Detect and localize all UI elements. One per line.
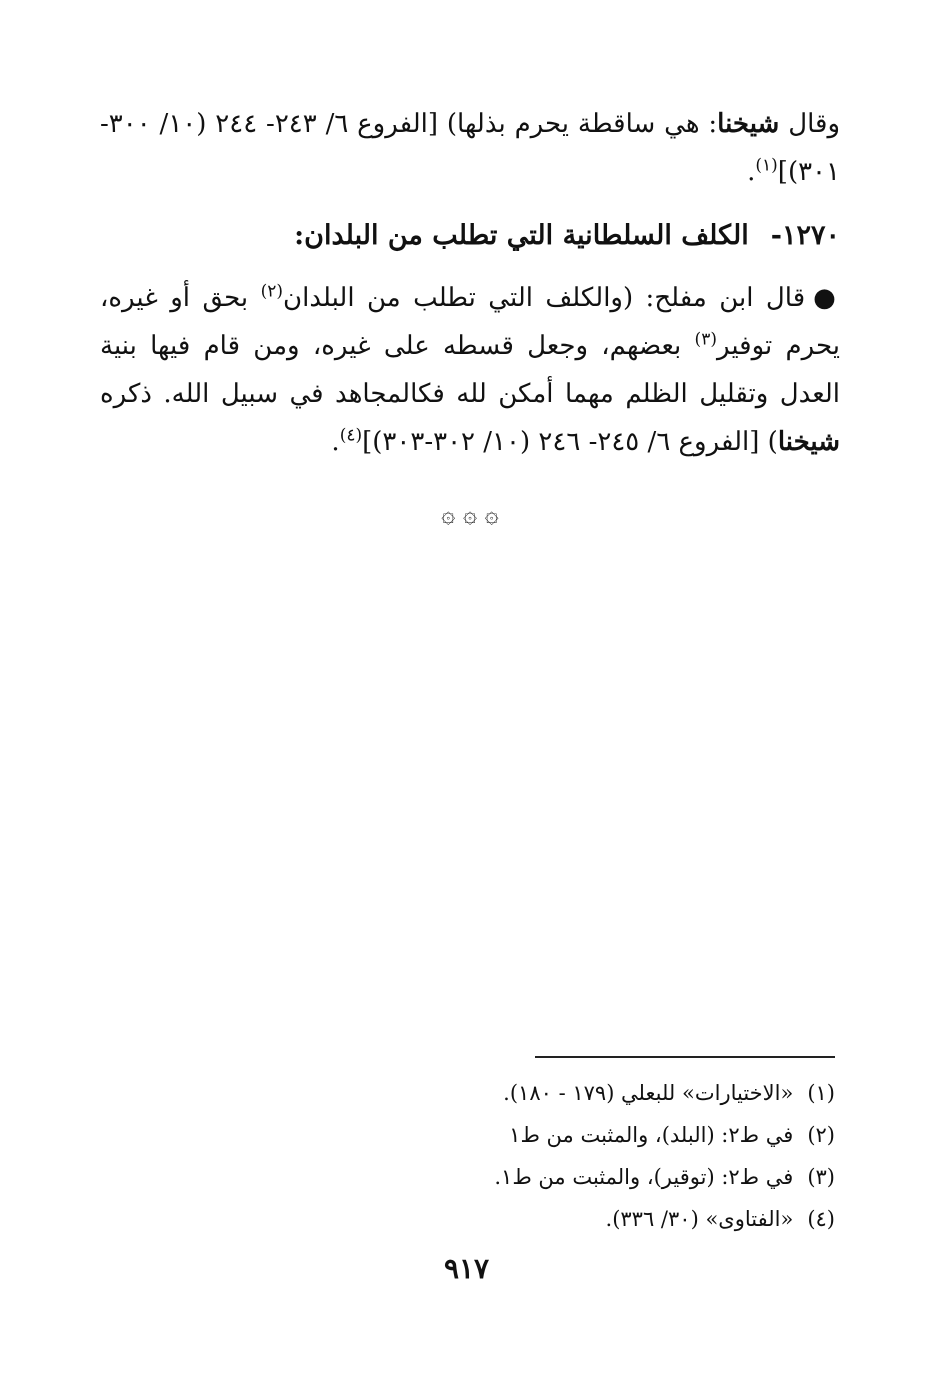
para2-part1: قال ابن مفلح: (والكلف التي تطلب من البلدان: [283, 283, 806, 313]
footnote-number: (٤): [807, 1207, 835, 1231]
section-heading: [100, 212, 840, 260]
footnote-item: [455, 1114, 835, 1156]
para1-lead: وقال: [788, 109, 840, 139]
paragraph-2: [100, 274, 840, 466]
para2-part3: بعضهم، وجعل قسطه على غيره، ومن قام فيها بنية العدل وتقليل الظلم مهما أمكن لله فكالمجاهد في سبيل الله. ذكره: [100, 331, 840, 409]
section-number: ١٢٧٠-: [770, 220, 840, 251]
para1-text: : هي ساقطة يحرم بذلها) [الفروع ٦/ ٢٤٣- ٢٤٤ (١٠/ ٣٠٠- ٣٠١)]: [100, 109, 840, 187]
footnote-text: «الاختيارات» للبعلي (١٧٩ - ١٨٠).: [503, 1081, 794, 1105]
page-body: [100, 100, 840, 528]
para2-part2: بحق أو غيره، يحرم توفير: [100, 283, 840, 361]
footnote-number: (١): [807, 1081, 835, 1105]
bullet-icon: ●: [813, 283, 841, 313]
footnote-text: «الفتاوى» (٣٠/ ٣٣٦).: [605, 1207, 794, 1231]
para2-speaker: شيخنا: [777, 427, 840, 457]
paragraph-1: [100, 100, 840, 196]
footnotes-list: [455, 1072, 835, 1240]
footnote-text: في ط٢: (البلد)، والمثبت من ط١: [509, 1123, 794, 1147]
footnote-ref-4[interactable]: (٤): [339, 425, 363, 446]
page-number: ٩١٧: [443, 1252, 490, 1285]
footnote-number: (٢): [807, 1123, 835, 1147]
para2-part4: ) [الفروع ٦/ ٢٤٥- ٢٤٦ (١٠/ ٣٠٢-٣٠٣)]: [362, 427, 778, 457]
footnote-divider: [535, 1056, 835, 1058]
footnote-item: [455, 1156, 835, 1198]
footnote-text: في ط٢: (توقير)، والمثبت من ط١.: [494, 1165, 794, 1189]
footnote-ref-1[interactable]: (١): [755, 155, 778, 176]
ornament-separator-icon: ۞ ۞ ۞: [441, 500, 499, 528]
para1-speaker: شيخنا: [717, 109, 780, 139]
footnote-number: (٣): [807, 1165, 835, 1189]
footnote-ref-2[interactable]: (٢): [260, 281, 284, 302]
para1-end: .: [747, 157, 756, 187]
para2-end: .: [331, 427, 340, 457]
footnote-ref-3[interactable]: (٣): [694, 329, 717, 350]
footnote-item: [455, 1072, 835, 1114]
footnote-item: [455, 1198, 835, 1240]
section-title: الكلف السلطانية التي تطلب من البلدان:: [294, 220, 749, 251]
